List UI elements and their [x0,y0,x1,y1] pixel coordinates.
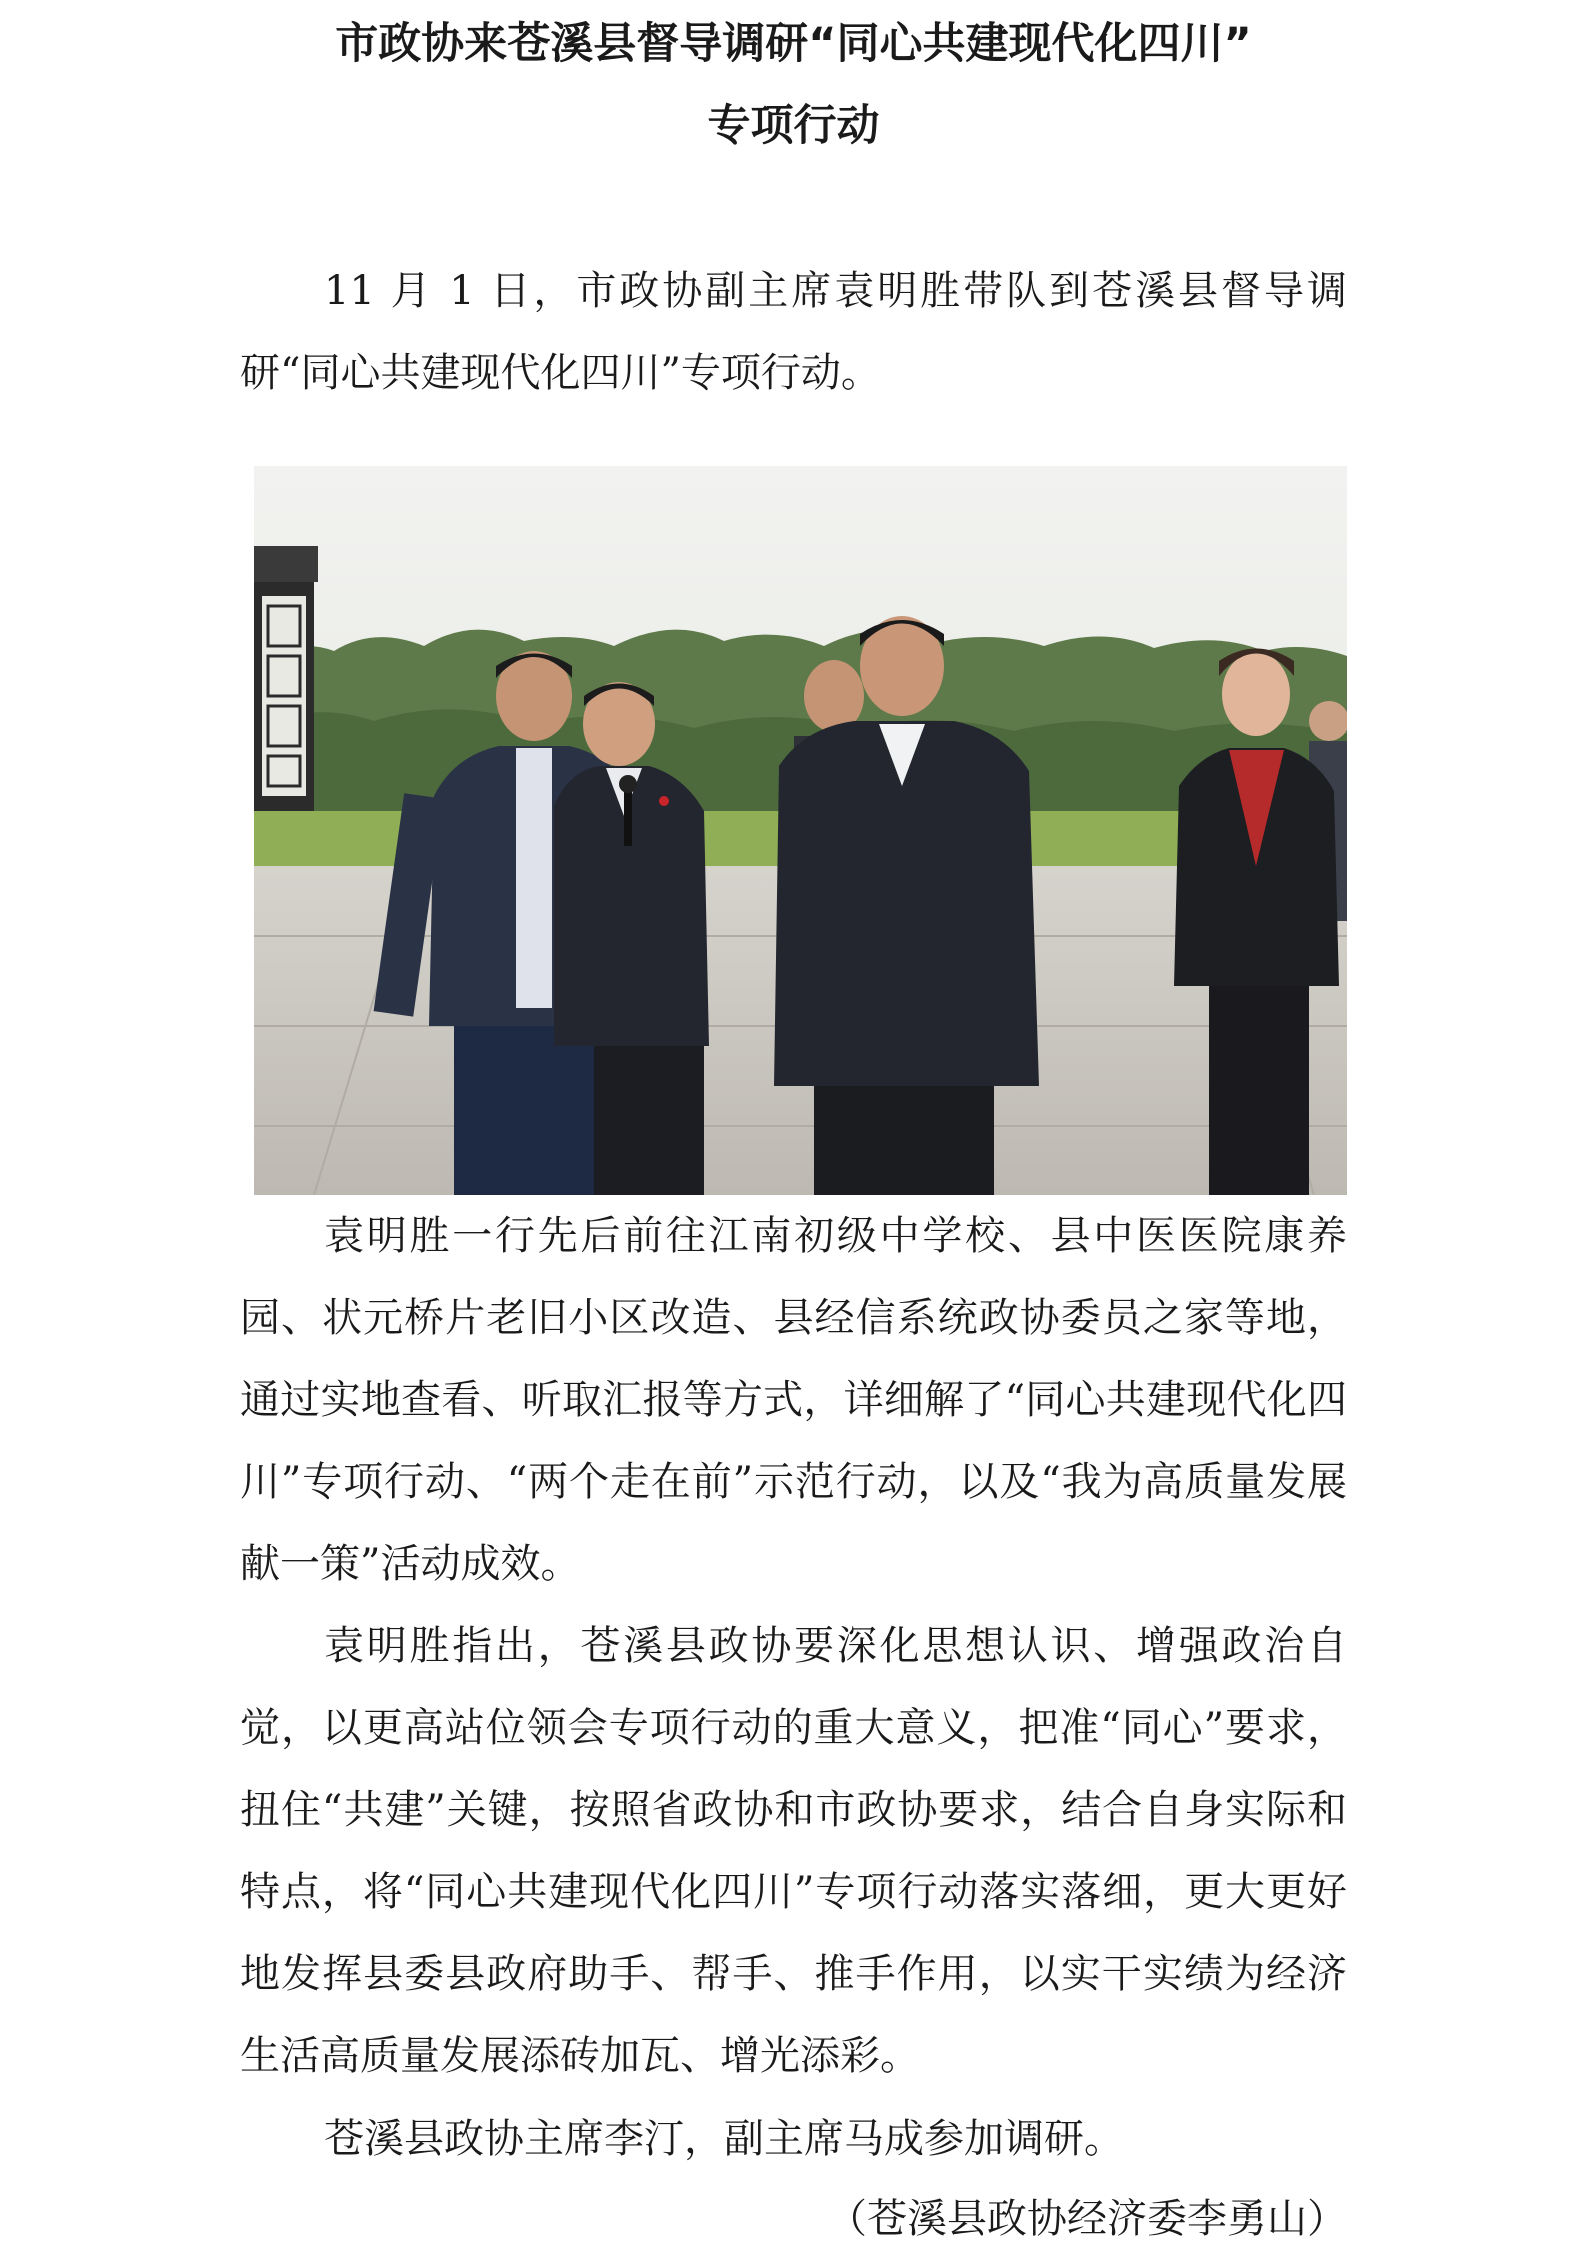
intro-paragraph: 11 月 1 日，市政协副主席袁明胜带队到苍溪县督导调研“同心共建现代化四川”专项行动。 [240,268,1347,396]
byline: （苍溪县政协经济委李勇山） [827,2196,1347,2242]
lamp-post [254,546,318,811]
visit-paragraph: 袁明胜一行先后前往江南初级中学校、县中医医院康养园、状元桥片老旧小区改造、县经信系统政协委员之家等地，通过实地查看、听取汇报等方式，详细解了“同心共建现代化四川”专项行动、“两个走在前”示范行动，以及“我为高质量发展献一策”活动成效。 [240,1213,1347,1587]
inspection-photo [254,466,1347,1195]
article-title-line1: 市政协来苍溪县督导调研“同心共建现代化四川” [335,19,1252,69]
remarks-paragraph: 袁明胜指出，苍溪县政协要深化思想认识、增强政治自觉，以更高站位领会专项行动的重大意义，把准“同心”要求，扭住“共建”关键，按照省政协和市政协要求，结合自身实际和特点，将“同心共建现代化四川”专项行动落实落细，更大更好地发挥县委县政府助手、帮手、推手作用，以实干实绩为经济生活高质量发展添砖加瓦、增光添彩。 [240,1623,1347,2079]
photo-illustration [254,466,1347,1195]
article-title-line2: 专项行动 [707,101,880,151]
attendees-paragraph: 苍溪县政协主席李汀，副主席马成参加调研。 [324,2116,1124,2162]
